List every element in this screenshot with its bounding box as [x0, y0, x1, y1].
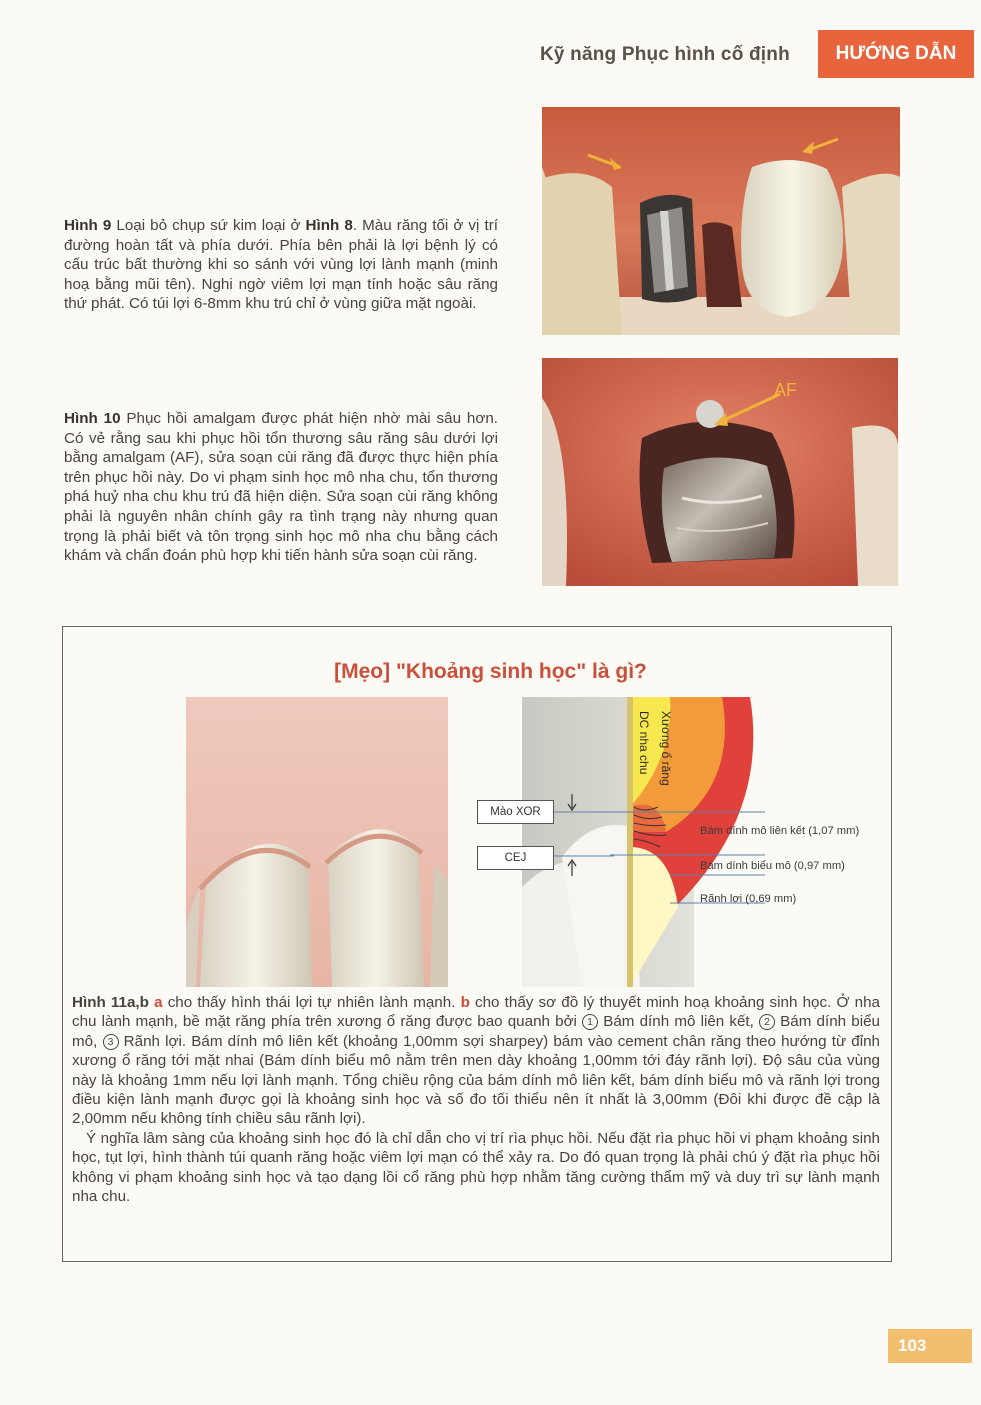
alveolar-crest-label: Mào XOR — [477, 800, 554, 824]
cej-label: CEJ — [477, 846, 554, 870]
ligament-label: DC nha chu — [637, 711, 651, 775]
tip-title: [Mẹo] "Khoảng sinh học" là gì? — [334, 660, 647, 683]
figure-9-photo — [542, 107, 900, 335]
figure-9-label: Hình 9 — [64, 217, 112, 234]
circled-number-3: 3 — [103, 1034, 119, 1050]
figure-11-paragraph-2: Ý nghĩa lâm sàng của khoảng sinh học đó là chỉ dẫn cho vị trí rìa phục hồi. Nếu đặt rìa phục hồi vi phạm khoảng sinh học, tụt lợi, hình thành túi quanh răng hoặc viêm lợi mạn có thể xảy ra. Do đó quan trọng là phải chú ý đặt rìa phục hồi không vi phạm khoảng sinh học và tạo dạng lồi cổ răng phù hợp nhằm tăng cường thẩm mỹ và duy trì sự lành mạnh nha chu. — [72, 1129, 880, 1206]
bone-label: Xương ổ răng — [659, 711, 673, 786]
label-leader-lines — [554, 790, 614, 880]
section-badge: HƯỚNG DẪN — [818, 30, 974, 78]
figure-11a-photo — [186, 697, 448, 987]
figure-10-caption: Hình 10 Phục hồi amalgam được phát hiện nhờ mài sâu hơn. Có vẻ rằng sau khi phục hồi tổn thương sâu răng sâu dưới lợi bằng amalgam (AF), sửa soạn cùi răng đã được thực hiện phía trên phục hồi này. Do vi phạm sinh học mô nha chu, tổn thương phá huỷ nha chu khu trú đã hiện diện. Sửa soạn cùi răng không phải là nguyên nhân chính gây ra tình trạng này nhưng quan trọng là phải biết và tôn trọng sinh học mô nha chu bằng cách khám và chẩn đoán phù hợp khi tiến hành sửa soạn cùi răng. — [64, 410, 498, 565]
circled-number-2: 2 — [759, 1014, 775, 1030]
figure-9-caption: Hình 9 Loại bỏ chụp sứ kim loại ở Hình 8. Màu răng tối ở vị trí đường hoàn tất và phía dưới. Phía bên phải là lợi bệnh lý có cấu trúc bất thường khi so sánh với vùng lợi lành mạnh (minh hoạ bằng mũi tên). Nghi ngờ viêm lợi mạn tính hoặc sâu răng thứ phát. Có túi lợi 6-8mm khu trú chỉ ở vùng giữa mặt ngoài. — [64, 217, 498, 313]
epithelial-attachment-label: Bám dính biểu mô (0,97 mm) — [700, 860, 845, 872]
sulcus-label: Rãnh lợi (0,69 mm) — [700, 893, 797, 905]
figure-10-photo — [542, 358, 898, 586]
biologic-width-diagram — [600, 697, 770, 997]
figure-11-label: Hình 11a,b — [72, 994, 149, 1011]
page-number: 103 — [888, 1329, 972, 1363]
figure-8-reference: Hình 8 — [305, 217, 353, 234]
af-photo-label: AF — [774, 380, 798, 400]
running-header-title: Kỹ năng Phục hình cố định — [540, 44, 790, 65]
figure-11-paragraph-1: Hình 11a,b a cho thấy hình thái lợi tự nhiên lành mạnh. b cho thấy sơ đồ lý thuyết minh hoạ khoảng sinh học. Ở nha chu lành mạnh, bề mặt răng phía trên xương ổ răng được bao quanh bởi 1 Bám dính mô liên kết, 2 Bám dính biểu mô, 3 Rãnh lợi. Bám dính mô liên kết (khoảng 1,00mm sợi sharpey) bám vào cement chân răng theo hướng từ đỉnh xương ổ răng tới mặt nhai (Bám dính biểu mô nằm trên men dày khoảng 1,00mm tới đáy rãnh lợi). Độ sâu của vùng này là khoảng 1mm nếu lợi lành mạnh. Tổng chiều rộng của bám dính mô liên kết, bám dính biểu mô và rãnh lợi trong điều kiện lành mạnh được gọi là khoảng sinh học và số đo tối thiểu nên ít nhất là 3,00mm (Đôi khi được đề cập là 2,00mm nếu không tính chiều sâu rãnh lợi). — [72, 994, 880, 1128]
circled-number-1: 1 — [582, 1014, 598, 1030]
figure-11-caption — [72, 993, 880, 1206]
figure-10-label: Hình 10 — [64, 410, 121, 427]
connective-attachment-label: Bám dính mô liên kết (1,07 mm) — [700, 825, 860, 837]
